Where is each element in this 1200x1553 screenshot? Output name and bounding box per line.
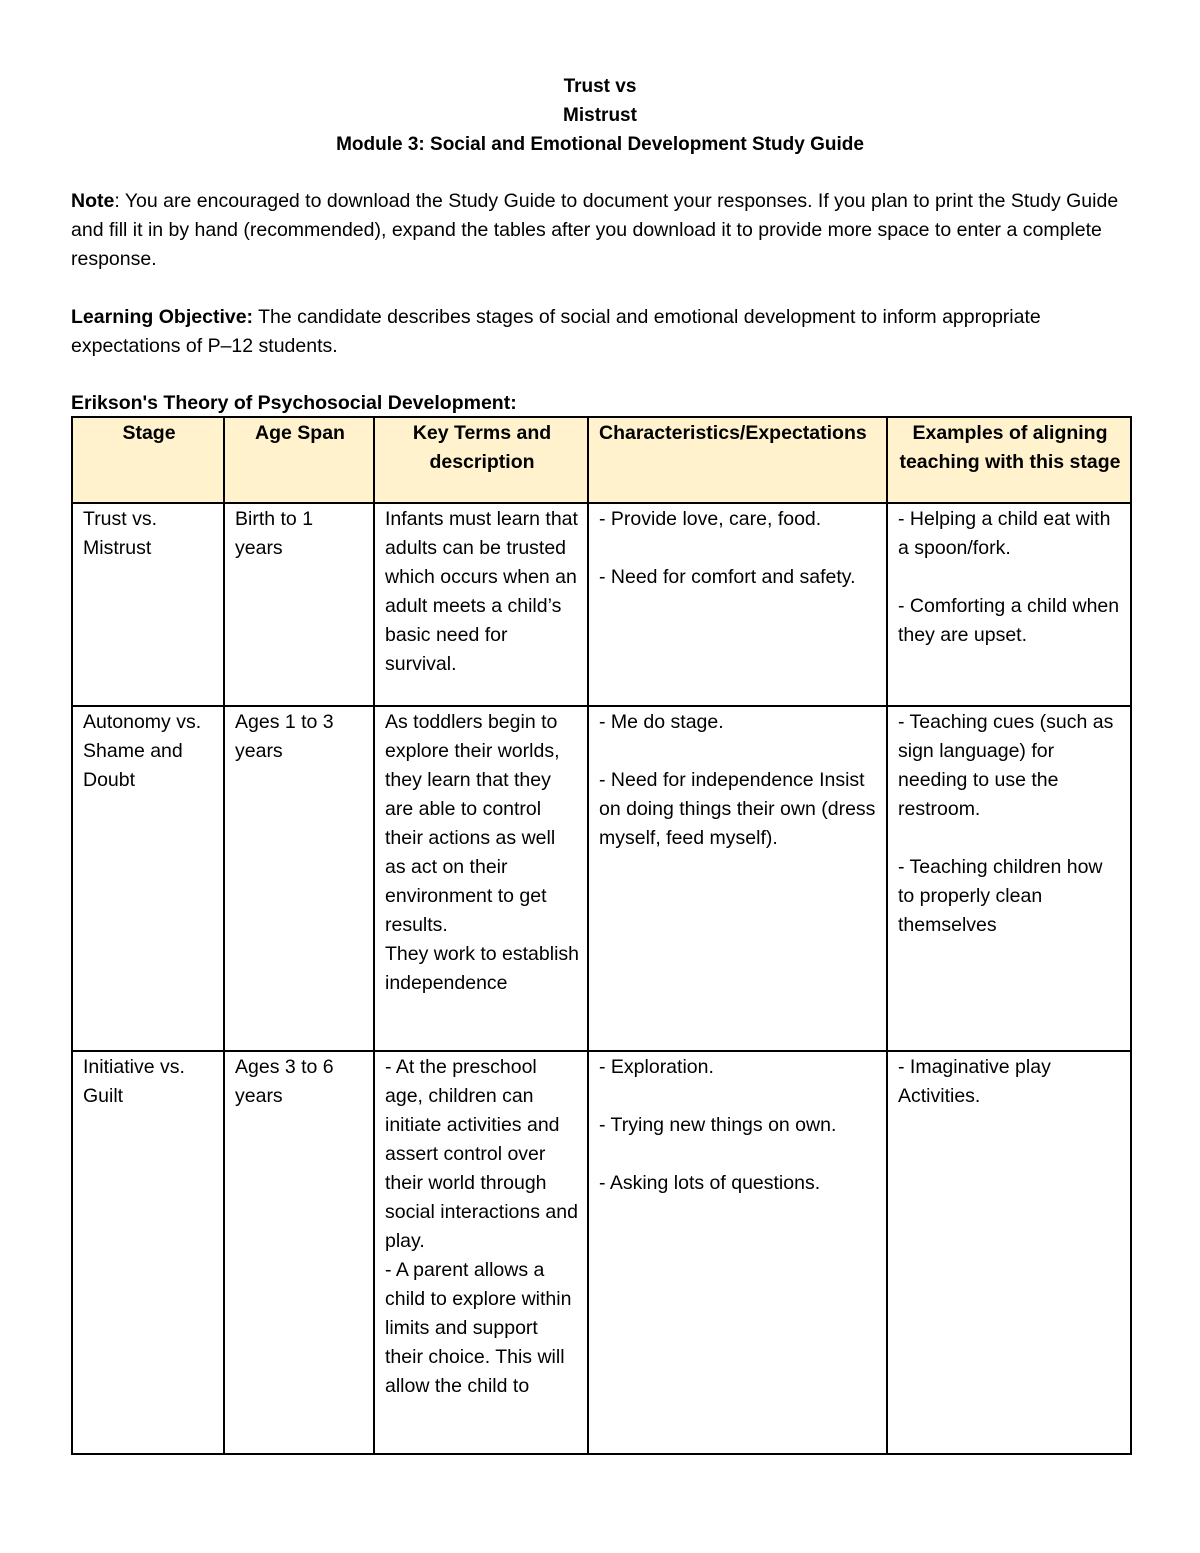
- doc-title-line-1: Trust vs: [563, 76, 637, 97]
- header-age-span: Age Span: [224, 417, 374, 503]
- characteristic-item: - Me do stage.: [599, 711, 724, 733]
- objective-paragraph: [71, 303, 1131, 361]
- age-cell: Ages 1 to 3 years: [224, 706, 374, 1051]
- table-row: [72, 1051, 1131, 1454]
- characteristics-cell: [588, 503, 887, 706]
- stage-cell: Trust vs. Mistrust: [72, 503, 224, 706]
- header-examples: Examples of aligning teaching with this stage: [887, 417, 1131, 503]
- objective-text: The candidate describes stages of social and emotional development to inform appropriate expectations of P–12 students.: [71, 306, 1041, 357]
- example-item: - Comforting a child when they are upset.: [898, 595, 1120, 646]
- example-item: - Helping a child eat with a spoon/fork.: [898, 508, 1111, 559]
- stage-cell: Autonomy vs. Shame and Doubt: [72, 706, 224, 1051]
- doc-title-line-2: Mistrust: [563, 105, 637, 126]
- characteristics-cell: [588, 706, 887, 1051]
- table-row: [72, 706, 1131, 1051]
- erikson-table: [71, 416, 1132, 1455]
- characteristic-item: - Provide love, care, food.: [599, 508, 822, 530]
- example-item: - Teaching children how to properly clean themselves: [898, 856, 1103, 936]
- objective-label: Learning Objective:: [71, 306, 254, 328]
- header-characteristics: Characteristics/Expectations: [588, 417, 887, 503]
- table-heading: Erikson's Theory of Psychosocial Development:: [71, 392, 517, 414]
- key-terms-cell: [374, 706, 588, 1051]
- examples-cell: [887, 503, 1131, 706]
- key-terms-text: They work to establish independence: [385, 943, 580, 994]
- key-terms-cell: Infants must learn that adults can be trusted which occurs when an adult meets a child’s basic need for survival.: [374, 503, 588, 706]
- characteristic-item: - Trying new things on own.: [599, 1114, 837, 1136]
- age-cell: Ages 3 to 6 years: [224, 1051, 374, 1454]
- key-terms-text: As toddlers begin to explore their worlds, they learn that they are able to control their actions as well as act on their environment to get results.: [385, 711, 560, 936]
- characteristic-item: - Asking lots of questions.: [599, 1172, 821, 1194]
- examples-cell: [887, 1051, 1131, 1454]
- header-stage: Stage: [72, 417, 224, 503]
- header-key-terms: Key Terms and description: [374, 417, 588, 503]
- note-label: Note: [71, 190, 115, 212]
- example-item: - Teaching cues (such as sign language) for needing to use the restroom.: [898, 711, 1114, 820]
- key-terms-text: - At the preschool age, children can initiate activities and assert control over their world through social interactions and play.: [385, 1056, 578, 1252]
- stage-cell: Initiative vs. Guilt: [72, 1051, 224, 1454]
- doc-title-line-3: Module 3: Social and Emotional Development Study Guide: [336, 134, 864, 155]
- characteristic-item: - Need for comfort and safety.: [599, 566, 856, 588]
- note-text: : You are encouraged to download the Study Guide to document your responses. If you plan to print the Study Guide and fill it in by hand (recommended), expand the tables after you download it to provide more space to enter a complete response.: [71, 190, 1119, 270]
- key-terms-text: - A parent allows a child to explore within limits and support their choice. This will allow the child to: [385, 1259, 572, 1397]
- characteristic-item: - Exploration.: [599, 1056, 714, 1078]
- examples-cell: [887, 706, 1131, 1051]
- characteristic-item: - Need for independence Insist on doing things their own (dress myself, feed myself).: [599, 769, 876, 849]
- key-terms-cell: [374, 1051, 588, 1454]
- note-paragraph: [71, 187, 1131, 274]
- age-cell: Birth to 1 years: [224, 503, 374, 706]
- example-item: - Imaginative play Activities.: [898, 1056, 1051, 1107]
- table-header-row: [72, 417, 1131, 503]
- characteristics-cell: [588, 1051, 887, 1454]
- table-row: [72, 503, 1131, 706]
